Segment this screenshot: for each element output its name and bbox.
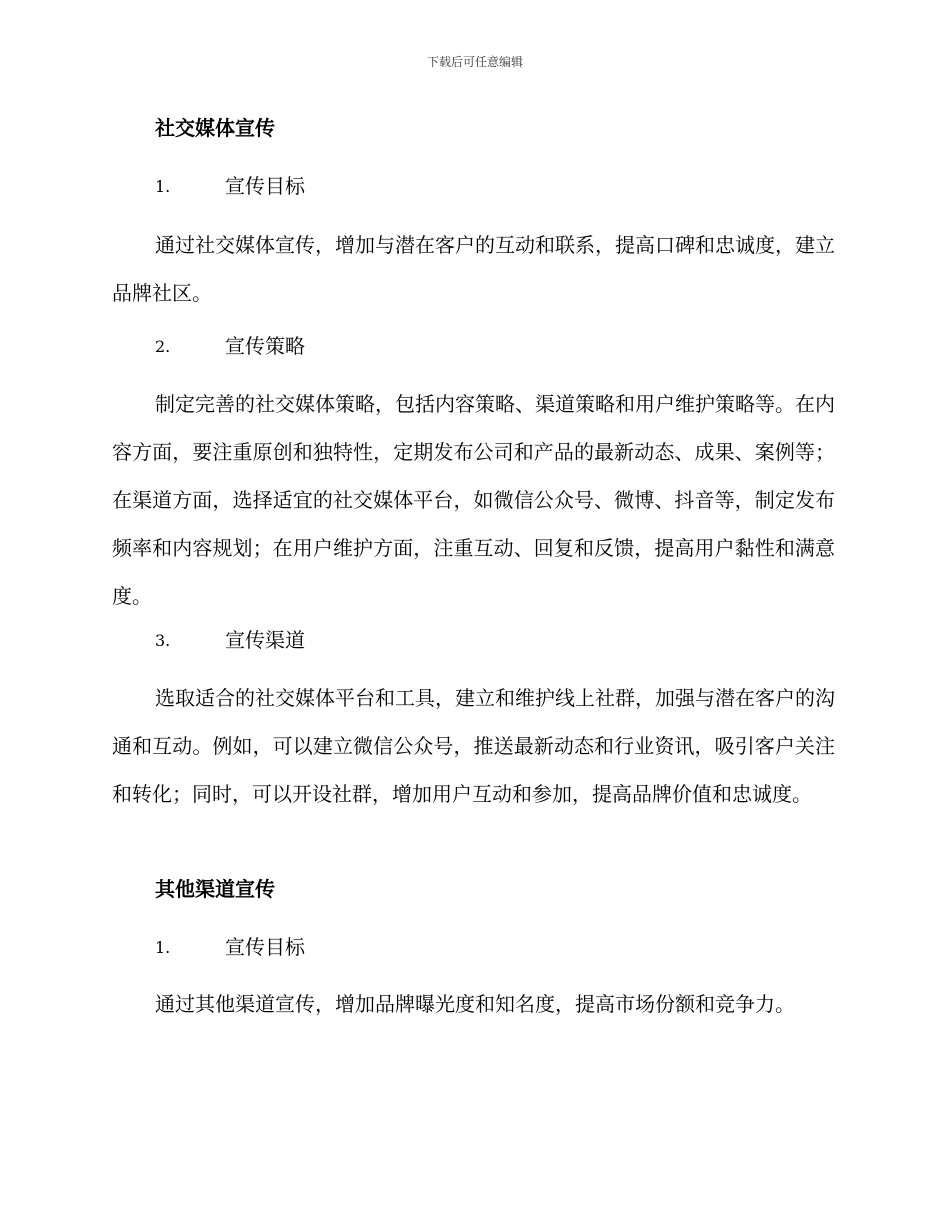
item-number: 1. [155,177,171,196]
item-heading [155,626,305,655]
item-heading [155,332,305,361]
item-heading [155,172,305,201]
item-heading [155,933,305,962]
item-title: 宣传策略 [225,334,305,358]
item-paragraph: 制定完善的社交媒体策略，包括内容策略、渠道策略和用户维护策略等。在内容方面，要注重原创和独特性，定期发布公司和产品的最新动态、成果、案例等；在渠道方面，选择适宜的社交媒体平台，如微信公众号、微博、抖音等，制定发布频率和内容规划；在用户维护方面，注重互动、回复和反馈，提高用户黏性和满意度。 [112,392,835,608]
item-paragraph: 选取适合的社交媒体平台和工具，建立和维护线上社群，加强与潜在客户的沟通和互动。例如，可以建立微信公众号，推送最新动态和行业资讯，吸引客户关注和转化；同时，可以开设社群，增加用户互动和参加，提高品牌价值和忠诚度。 [112,686,835,806]
item-title: 宣传目标 [225,935,305,959]
item-number: 3. [155,631,171,650]
item-paragraph: 通过社交媒体宣传，增加与潜在客户的互动和联系，提高口碑和忠诚度，建立品牌社区。 [112,233,835,305]
page-header: 下载后可任意编辑 [426,55,523,69]
section-heading-social-media: 社交媒体宣传 [155,116,275,140]
item-number: 2. [155,337,171,356]
section-heading-other-channels: 其他渠道宣传 [155,877,275,901]
item-title: 宣传目标 [225,174,305,198]
item-title: 宣传渠道 [225,628,305,652]
item-number: 1. [155,938,171,957]
item-paragraph: 通过其他渠道宣传，增加品牌曝光度和知名度，提高市场份额和竞争力。 [155,992,795,1016]
